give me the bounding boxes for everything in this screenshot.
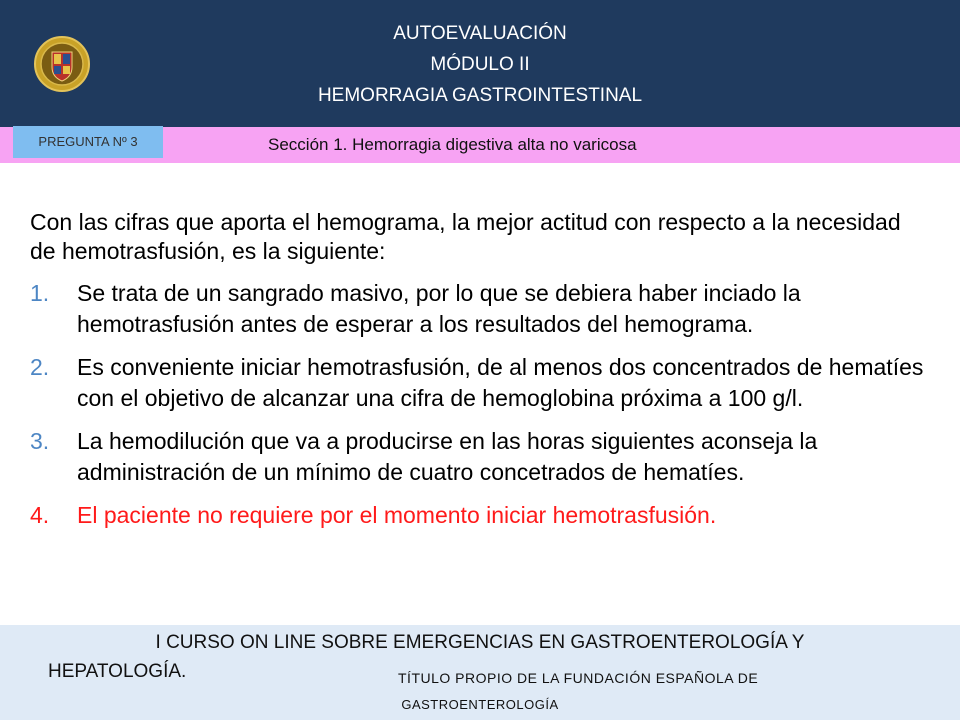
question-number-tab: PREGUNTA Nº 3 [13, 126, 163, 158]
option-text: Se trata de un sangrado masivo, por lo que se debiera haber inciado la hemotrasfusión antes de esperar a los resultados del hemograma. [77, 280, 801, 337]
option-text: Es conveniente iniciar hemotrasfusión, de al menos dos concentrados de hematíes con el objetivo de alcanzar una cifra de hemoglobina próxima a 100 g/l. [77, 354, 924, 411]
option-number: 3. [30, 428, 50, 454]
section-title: Sección 1. Hemorragia digestiva alta no varicosa [268, 135, 637, 154]
answer-option-4[interactable] [30, 500, 930, 531]
question-content [30, 208, 930, 543]
option-text: La hemodilución que va a producirse en las horas siguientes aconseja la administración de un mínimo de cuatro concetrados de hematíes. [77, 428, 818, 485]
option-number: 1. [30, 280, 50, 306]
footer-foundation: TÍTULO PROPIO DE LA FUNDACIÓN ESPAÑOLA DE [398, 670, 759, 686]
option-number: 2. [30, 354, 50, 380]
answer-option-2[interactable] [30, 352, 930, 414]
title-line-3: HEMORRAGIA GASTROINTESTINAL [317, 85, 643, 106]
question-intro: Con las cifras que aporta el hemograma, la mejor actitud con respecto a la necesidad de hemotrasfusión, es la siguiente: [30, 209, 901, 264]
answer-option-1[interactable] [30, 278, 930, 340]
footer-course-title: I CURSO ON LINE SOBRE EMERGENCIAS EN GASTROENTEROLOGÍA Y [155, 632, 805, 653]
footer-foundation-cont: GASTROENTEROLOGÍA [401, 697, 559, 712]
title-line-2: MÓDULO II [430, 54, 530, 75]
option-text: El paciente no requiere por el momento iniciar hemotrasfusión. [77, 502, 717, 528]
option-number: 4. [30, 502, 50, 528]
footer-course-title-cont: HEPATOLOGÍA. [48, 661, 187, 682]
slide-title [0, 18, 960, 111]
title-line-1: AUTOEVALUACIÓN [393, 23, 567, 44]
answer-option-3[interactable] [30, 426, 930, 488]
